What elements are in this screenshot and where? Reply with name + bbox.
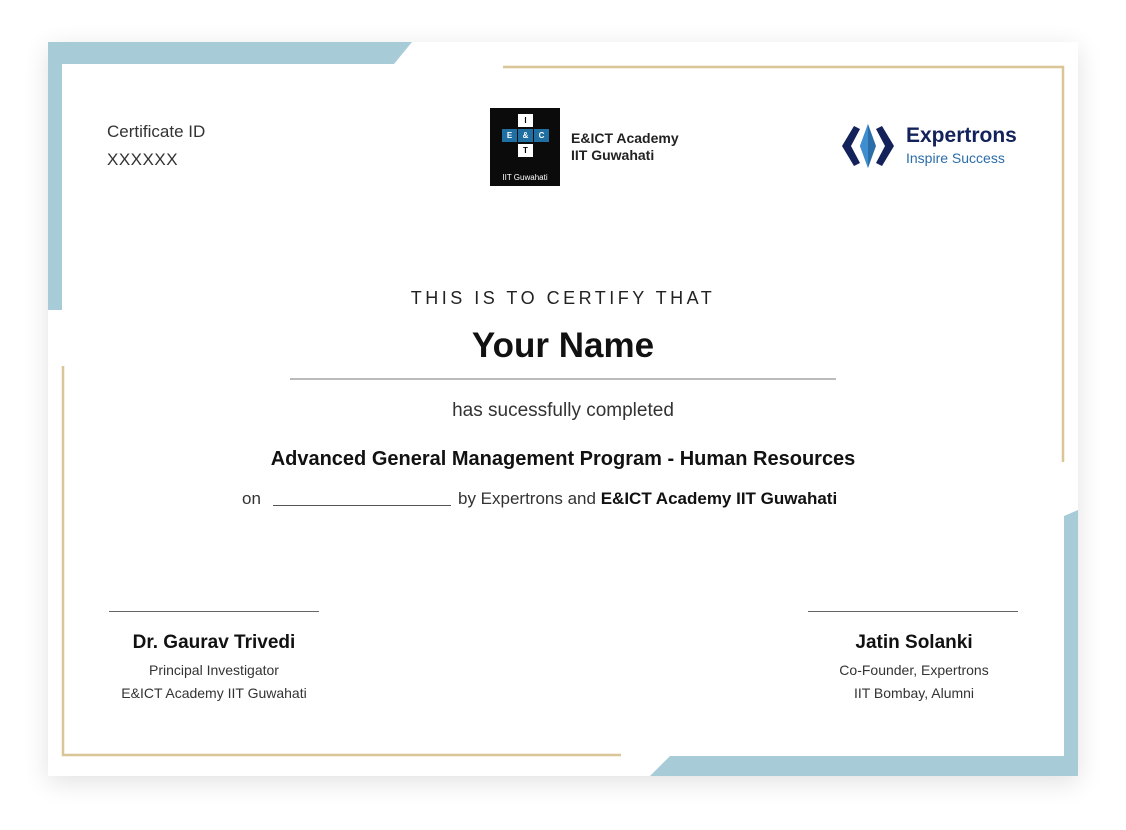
certify-heading: THIS IS TO CERTIFY THAT <box>410 288 716 308</box>
eict-logo <box>490 108 560 186</box>
top-left-accent <box>48 42 412 310</box>
on-text: on <box>242 489 261 508</box>
eict-academy-name <box>571 130 679 164</box>
signatory-left-role: Principal Investigator <box>149 662 279 678</box>
eict-logo-cell: I <box>518 114 533 127</box>
recipient-name: Your Name <box>471 326 655 365</box>
eict-logo-cell: & <box>518 129 533 142</box>
completed-text: has sucessfully completed <box>452 400 674 421</box>
issuer-line <box>458 489 837 509</box>
signatory-right-role: Co-Founder, Expertrons <box>839 662 989 678</box>
signature-line-right <box>808 611 1018 612</box>
signatory-left-org: E&ICT Academy IIT Guwahati <box>121 685 307 701</box>
signatory-right-org: IIT Bombay, Alumni <box>853 685 975 701</box>
date-blank-line <box>273 505 451 506</box>
eict-logo-caption: IIT Guwahati <box>502 173 548 182</box>
by-text: by Expertrons and <box>458 489 596 508</box>
name-underline <box>290 378 836 380</box>
eict-name-line1: E&ICT Academy <box>571 130 679 146</box>
signature-line-left <box>109 611 319 612</box>
certificate-id-value: XXXXXX <box>107 150 179 169</box>
eict-logo-cell: C <box>534 129 549 142</box>
eict-logo-cell: T <box>518 144 533 157</box>
eict-name-line2: IIT Guwahati <box>571 147 655 163</box>
eict-logo-cell: E <box>502 129 517 142</box>
expertrons-diamond-icon <box>840 122 896 170</box>
signatory-right-name: Jatin Solanki <box>855 632 973 653</box>
certificate-id-label: Certificate ID <box>107 122 206 141</box>
academy-text: E&ICT Academy IIT Guwahati <box>600 489 838 508</box>
program-title: Advanced General Management Program - Human Resources <box>270 448 856 470</box>
certificate <box>48 42 1078 776</box>
expertrons-name: Expertrons <box>906 124 1017 147</box>
expertrons-tagline: Inspire Success <box>906 150 1005 166</box>
signatory-left-name: Dr. Gaurav Trivedi <box>132 632 296 653</box>
